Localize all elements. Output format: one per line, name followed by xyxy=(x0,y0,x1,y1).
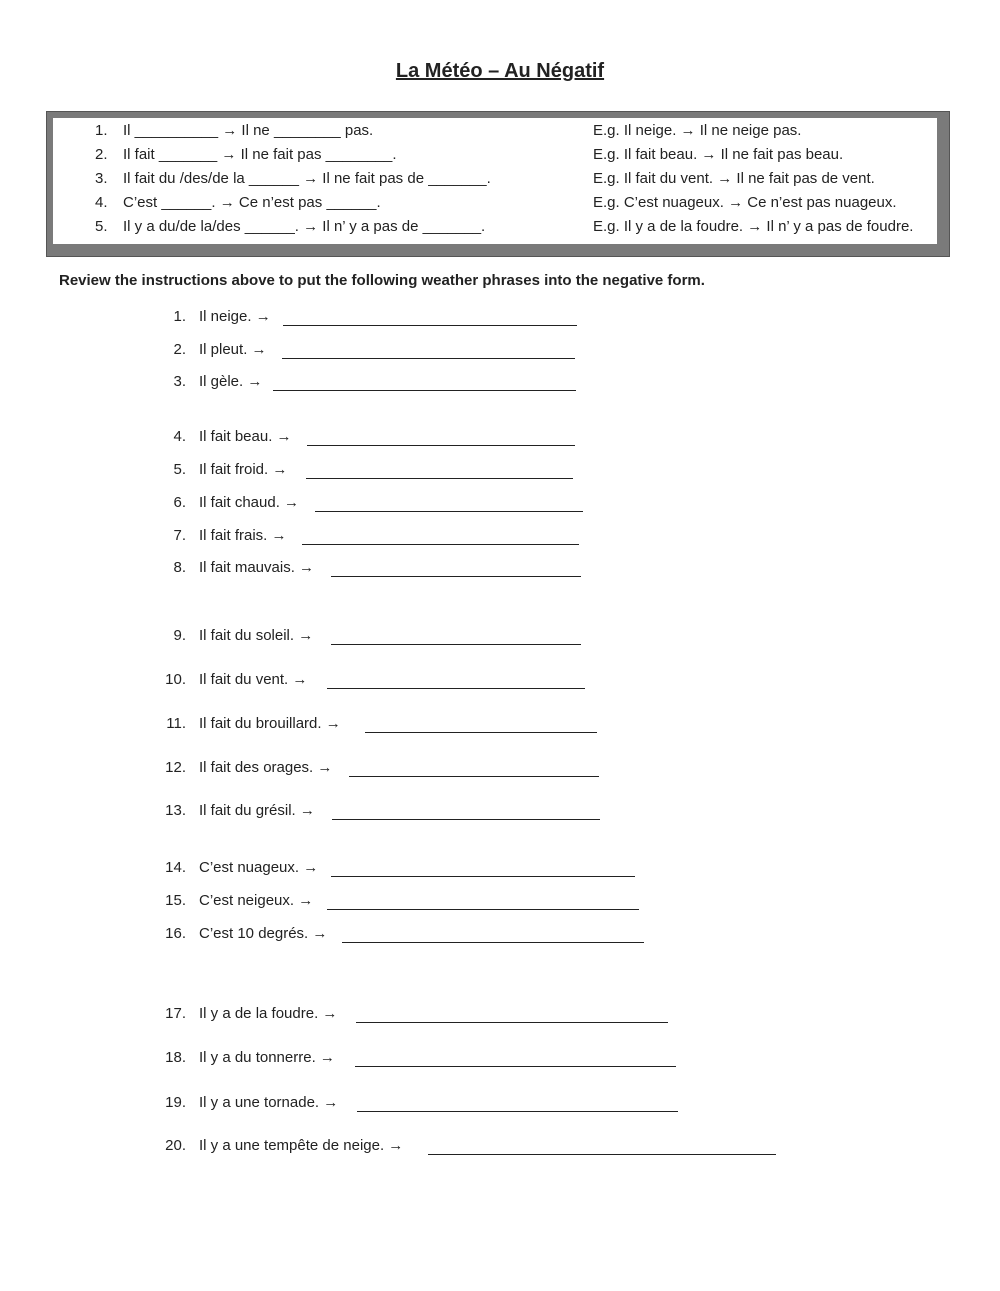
answer-blank[interactable] xyxy=(331,876,635,877)
answer-blank[interactable] xyxy=(331,576,581,577)
exercise-prompt: Il fait beau. → xyxy=(199,428,292,445)
answer-blank[interactable] xyxy=(332,819,600,820)
exercise-prompt: C’est neigeux. → xyxy=(199,892,314,909)
answer-blank[interactable] xyxy=(327,909,639,910)
answer-blank[interactable] xyxy=(315,511,583,512)
exercise-number: 10. xyxy=(165,671,186,688)
answer-blank[interactable] xyxy=(428,1154,776,1155)
rule-number: 3. xyxy=(95,170,108,187)
answer-blank[interactable] xyxy=(365,732,597,733)
rule-number: 1. xyxy=(95,122,108,139)
rule-example: E.g. Il neige. → Il ne neige pas. xyxy=(593,122,802,139)
exercise-prompt: Il fait mauvais. → xyxy=(199,559,315,576)
exercise-prompt: Il y a une tempête de neige. → xyxy=(199,1137,404,1154)
rule-pattern: C’est ______. → Ce n’est pas ______. xyxy=(123,194,381,211)
exercise-number: 16. xyxy=(165,925,186,942)
rule-pattern: Il fait du /des/de la ______ → Il ne fait pas de _______. xyxy=(123,170,491,187)
rule-example: E.g. C’est nuageux. → Ce n’est pas nuageux. xyxy=(593,194,897,211)
exercise-number: 15. xyxy=(165,892,186,909)
exercise-number: 17. xyxy=(165,1005,186,1022)
answer-blank[interactable] xyxy=(356,1022,668,1023)
exercise-number: 18. xyxy=(165,1049,186,1066)
exercise-number: 7. xyxy=(173,527,186,544)
rule-example: E.g. Il fait du vent. → Il ne fait pas de vent. xyxy=(593,170,875,187)
exercise-prompt: Il fait des orages. → xyxy=(199,759,333,776)
rule-row xyxy=(53,170,937,194)
answer-blank[interactable] xyxy=(355,1066,676,1067)
answer-blank[interactable] xyxy=(282,358,575,359)
exercise-number: 11. xyxy=(166,715,186,732)
rule-row xyxy=(53,218,937,242)
exercise-number: 8. xyxy=(173,559,186,576)
exercise-prompt: C’est 10 degrés. → xyxy=(199,925,328,942)
answer-blank[interactable] xyxy=(307,445,575,446)
exercise-number: 13. xyxy=(165,802,186,819)
answer-blank[interactable] xyxy=(349,776,599,777)
rules-panel xyxy=(53,118,937,244)
rule-example: E.g. Il y a de la foudre. → Il n’ y a pas de foudre. xyxy=(593,218,914,235)
page-title: La Météo – Au Négatif xyxy=(395,60,605,82)
exercise-prompt: Il fait du grésil. → xyxy=(199,802,315,819)
rule-pattern: Il __________ → Il ne ________ pas. xyxy=(123,122,374,139)
exercise-number: 6. xyxy=(173,494,186,511)
rule-row xyxy=(53,194,937,218)
rules-box xyxy=(46,111,950,257)
rule-row xyxy=(53,122,937,146)
rule-number: 2. xyxy=(95,146,108,163)
exercise-prompt: Il y a une tornade. → xyxy=(199,1094,339,1111)
instructions-text: Review the instructions above to put the following weather phrases into the negative form. xyxy=(59,272,705,289)
exercise-prompt: Il fait froid. → xyxy=(199,461,288,478)
exercise-number: 14. xyxy=(165,859,186,876)
answer-blank[interactable] xyxy=(357,1111,678,1112)
rule-example: E.g. Il fait beau. → Il ne fait pas beau. xyxy=(593,146,844,163)
exercise-prompt: C’est nuageux. → xyxy=(199,859,319,876)
rule-number: 5. xyxy=(95,218,108,235)
exercise-prompt: Il fait chaud. → xyxy=(199,494,300,511)
exercise-prompt: Il y a de la foudre. → xyxy=(199,1005,338,1022)
exercise-prompt: Il neige. → xyxy=(199,308,271,325)
exercise-number: 12. xyxy=(165,759,186,776)
exercise-number: 20. xyxy=(165,1137,186,1154)
answer-blank[interactable] xyxy=(306,478,573,479)
exercise-prompt: Il gèle. → xyxy=(199,373,263,390)
answer-blank[interactable] xyxy=(331,644,581,645)
exercise-prompt: Il fait frais. → xyxy=(199,527,287,544)
exercise-number: 3. xyxy=(173,373,186,390)
exercise-prompt: Il fait du soleil. → xyxy=(199,627,314,644)
answer-blank[interactable] xyxy=(283,325,577,326)
answer-blank[interactable] xyxy=(273,390,576,391)
rule-row xyxy=(53,146,937,170)
exercise-number: 4. xyxy=(173,428,186,445)
exercise-number: 2. xyxy=(173,341,186,358)
answer-blank[interactable] xyxy=(327,688,585,689)
exercise-prompt: Il fait du brouillard. → xyxy=(199,715,341,732)
exercise-prompt: Il fait du vent. → xyxy=(199,671,308,688)
exercise-number: 5. xyxy=(173,461,186,478)
answer-blank[interactable] xyxy=(342,942,644,943)
exercise-prompt: Il pleut. → xyxy=(199,341,267,358)
exercise-number: 1. xyxy=(173,308,186,325)
exercise-prompt: Il y a du tonnerre. → xyxy=(199,1049,335,1066)
exercise-number: 9. xyxy=(173,627,186,644)
rule-pattern: Il y a du/de la/des ______. → Il n’ y a pas de _______. xyxy=(123,218,486,235)
exercise-number: 19. xyxy=(165,1094,186,1111)
rule-number: 4. xyxy=(95,194,108,211)
rule-pattern: Il fait _______ → Il ne fait pas ________. xyxy=(123,146,397,163)
answer-blank[interactable] xyxy=(302,544,579,545)
